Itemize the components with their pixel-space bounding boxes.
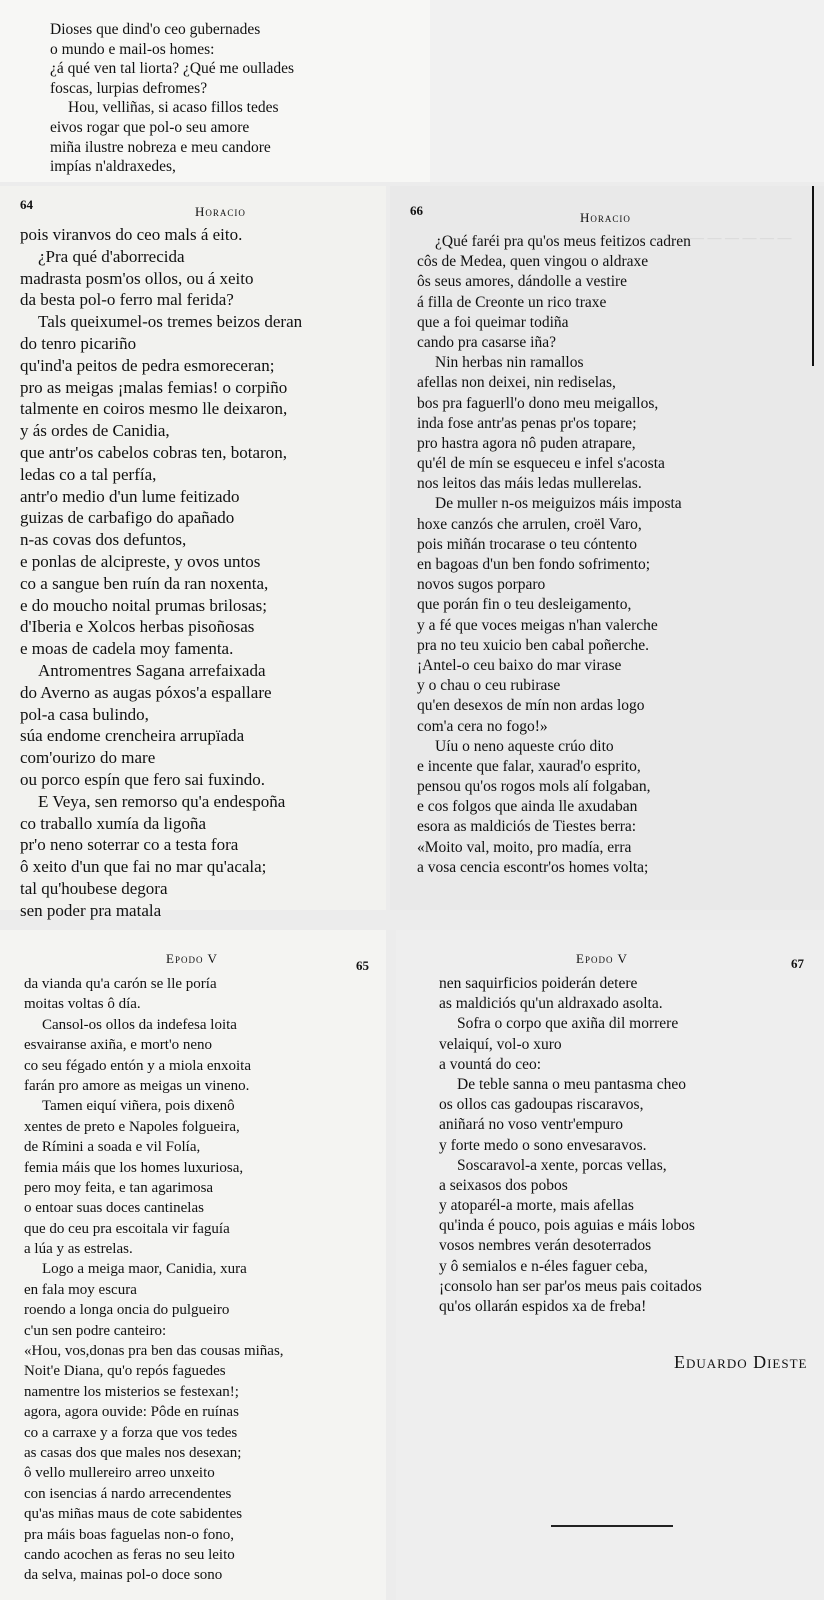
verse-line: qu'os ollarán espidos xa de freba! bbox=[439, 1298, 647, 1315]
verse-line: da besta pol-o ferro mal ferida? bbox=[20, 290, 234, 310]
verse-line: madrasta posm'os ollos, ou á xeito bbox=[20, 268, 254, 288]
verse-line: esvairanse axiña, e mort'o neno bbox=[24, 1037, 213, 1054]
verse-line: miña ilustre nobreza e meu candore bbox=[50, 138, 271, 156]
verse-line: com'ourizo do mare bbox=[20, 748, 156, 768]
verse-line: qu'ind'a peitos de pedra esmoreceran; bbox=[20, 355, 275, 375]
verse-line: Uíu o neno aqueste crúo dito bbox=[435, 737, 614, 755]
verse-line: ledas co a tal perfía, bbox=[20, 464, 157, 484]
verse-line: á filla de Creonte un rico traxe bbox=[417, 293, 607, 311]
verse-line: «Hou, vos,donas pra ben das cousas miñas, bbox=[24, 1343, 284, 1360]
verse-line: n-as covas dos defuntos, bbox=[20, 530, 187, 550]
verse-line: da vianda qu'a carón se lle poría bbox=[24, 976, 217, 992]
verse-line: y a fé que voces meigas n'han valerche bbox=[417, 616, 658, 634]
verse-line: o entoar suas doces cantinelas bbox=[24, 1200, 204, 1217]
running-head: Horacio bbox=[580, 210, 631, 225]
verse-line: De muller n-os meiguizos máis imposta bbox=[435, 495, 682, 513]
binding-edge bbox=[812, 186, 814, 366]
verse-line: cando acochen as feras no seu leito bbox=[24, 1546, 235, 1563]
verse-line: qu'inda é pouco, pois aguias e máis lobos bbox=[439, 1217, 695, 1235]
verse-line: afellas non deixei, nin rediselas, bbox=[417, 374, 616, 392]
verse-line: impías n'aldraxedes, bbox=[50, 158, 176, 176]
verse-line: que do ceu pra escoitala vir faguía bbox=[24, 1220, 230, 1237]
verse-line: tal qu'houbese degora bbox=[20, 878, 168, 898]
verse-line: bos pra faguerll'o dono meu meigallos, bbox=[417, 394, 659, 412]
page-number: 66 bbox=[410, 203, 423, 218]
verse-line: e incente que falar, xaurad'o esprito, bbox=[417, 757, 641, 775]
verse-line: ô vello mullereiro arreo unxeito bbox=[24, 1465, 215, 1482]
scan-top-fragment bbox=[0, 0, 430, 182]
verse-line: Logo a meiga maor, Canidia, xura bbox=[42, 1261, 247, 1278]
top-fragment-lines bbox=[50, 20, 430, 177]
verse-line: do Averno as augas póxos'a espallare bbox=[20, 682, 272, 702]
author-signature: Eduardo Dieste bbox=[674, 1352, 808, 1372]
verse-line: moitas voltas ô día. bbox=[24, 996, 141, 1013]
verse-line: esora as maldiciós de Tiestes berra: bbox=[417, 818, 637, 836]
page-67-lines bbox=[439, 974, 824, 1317]
verse-line: De teble sanna o meu pantasma cheo bbox=[457, 1075, 686, 1093]
running-head: Epodo V bbox=[166, 951, 218, 966]
verse-line: a lúa y as estrelas. bbox=[24, 1241, 133, 1258]
verse-line: o mundo e mail-os homes: bbox=[50, 40, 215, 58]
verse-line: co a sangue ben ruín da ran noxenta, bbox=[20, 573, 269, 593]
verse-line: de Rímini a soada e vil Folía, bbox=[24, 1139, 201, 1156]
verse-line: e ponlas de alcipreste, y ovos untos bbox=[20, 551, 261, 571]
verse-line: pol-a casa bulindo, bbox=[20, 704, 149, 724]
verse-line: a seixasos dos pobos bbox=[439, 1176, 568, 1194]
verse-line: os ollos cas gadoupas riscaravos, bbox=[439, 1096, 644, 1114]
verse-line: súa endome crencheira arrupïada bbox=[20, 726, 245, 746]
verse-line: pro hastra agora nô puden atrapare, bbox=[417, 434, 636, 452]
verse-line: hoxe canzós che arrulen, croël Varo, bbox=[417, 515, 642, 533]
verse-line: roendo a longa oncia do pulgueiro bbox=[24, 1302, 230, 1319]
verse-line: e cos folgos que ainda lle axudaban bbox=[417, 798, 638, 816]
scan-page-64 bbox=[0, 186, 386, 920]
verse-line: «Moito val, moito, pro madía, erra bbox=[417, 838, 632, 856]
verse-line: xentes de preto e Napoles folgueira, bbox=[24, 1118, 240, 1135]
verse-line: co a carraxe y a forza que vos tedes bbox=[24, 1424, 238, 1441]
verse-line: qu'as miñas maus de cote sabidentes bbox=[24, 1506, 243, 1523]
verse-line: que porán fin o teu desleigamento, bbox=[417, 596, 632, 614]
verse-line: pensou qu'os rogos mols alí folgaban, bbox=[417, 778, 651, 796]
running-head: Epodo V bbox=[576, 951, 628, 966]
verse-line: ¡consolo han ser par'os meus pais coitados bbox=[439, 1277, 702, 1295]
verse-line: d'Iberia e Xolcos herbas pisoñosas bbox=[20, 617, 255, 637]
verse-line: Antromentres Sagana arrefaixada bbox=[38, 660, 266, 680]
verse-line: E Veya, sen remorso qu'a endespoña bbox=[38, 791, 286, 811]
verse-line: pra máis boas faguelas non-o fono, bbox=[24, 1526, 234, 1543]
verse-line: y ô semialos e n-éles faguer ceba, bbox=[439, 1257, 648, 1275]
verse-line: co traballo xumía da ligoña bbox=[20, 813, 206, 833]
verse-line: a vosa cencia escontr'os homes volta; bbox=[417, 858, 649, 876]
verse-line: y o chau o ceu rubirase bbox=[417, 677, 561, 695]
verse-line: ou porco espín que fero sai fuxindo. bbox=[20, 769, 266, 789]
page-number: 64 bbox=[20, 197, 33, 212]
verse-line: y forte medo o sono envesaravos. bbox=[439, 1136, 647, 1154]
verse-line: novos sugos porparo bbox=[417, 576, 546, 594]
verse-line: qu'él de mín se esqueceu e infel s'acosta bbox=[417, 455, 665, 473]
verse-line: com'a cera no fogo!» bbox=[417, 717, 548, 735]
verse-line: Hou, velliñas, si acaso fillos tedes bbox=[68, 99, 279, 117]
verse-line: y ás ordes de Canidia, bbox=[20, 421, 170, 441]
verse-line: as casas dos que males nos desexan; bbox=[24, 1444, 242, 1461]
verse-line: Nin herbas nin ramallos bbox=[435, 354, 584, 372]
verse-line: e do moucho noital prumas brilosas; bbox=[20, 595, 267, 615]
section-rule bbox=[551, 1525, 673, 1527]
page-64-lines bbox=[20, 224, 386, 922]
verse-line: Soscaravol-a xente, porcas vellas, bbox=[457, 1156, 667, 1174]
page-66-lines bbox=[417, 232, 824, 878]
verse-line: que antr'os cabelos cobras ten, botaron, bbox=[20, 442, 287, 462]
verse-line: pois miñán trocarase o teu cóntento bbox=[417, 535, 637, 553]
verse-line: côs de Medea, quen vingou o aldraxe bbox=[417, 253, 649, 271]
page-number: 67 bbox=[791, 956, 804, 971]
verse-line: Tamen eiquí viñera, pois dixenô bbox=[42, 1098, 235, 1115]
verse-line: velaiquí, vol-o xuro bbox=[439, 1035, 562, 1053]
verse-line: a vountá do ceo: bbox=[439, 1055, 542, 1073]
verse-line: ôs seus amores, dándolle a vestire bbox=[417, 273, 628, 291]
verse-line: Sofra o corpo que axiña dil morrere bbox=[457, 1015, 679, 1033]
scan-top-right-blank bbox=[430, 0, 824, 182]
verse-line: Dioses que dind'o ceo gubernades bbox=[50, 21, 261, 38]
verse-line: con isencias á nardo arrecendentes bbox=[24, 1485, 232, 1502]
verse-line: nen saquirficios poiderán detere bbox=[439, 975, 638, 992]
verse-line: ¿Qué faréi pra qu'os meus feitizos cadren bbox=[435, 233, 691, 250]
verse-line: pro as meigas ¡malas femias! o corpiño bbox=[20, 377, 288, 397]
verse-line: en fala moy escura bbox=[24, 1281, 137, 1298]
scan-page-67 bbox=[396, 930, 824, 1600]
verse-line: inda fose antr'as penas pr'os topare; bbox=[417, 414, 637, 432]
page-65-lines bbox=[24, 974, 386, 1586]
verse-line: as maldiciós qu'un aldraxado asolta. bbox=[439, 995, 663, 1013]
scan-page-66 bbox=[390, 186, 824, 910]
verse-line: c'un sen podre canteiro: bbox=[24, 1322, 167, 1339]
verse-line: foscas, lurpias defromes? bbox=[50, 79, 208, 97]
verse-line: qu'en desexos de mín non ardas logo bbox=[417, 697, 645, 715]
verse-line: e moas de cadela moy famenta. bbox=[20, 639, 234, 659]
verse-line: Cansol-os ollos da indefesa loita bbox=[42, 1016, 237, 1033]
verse-line: agora, agora ouvide: Pôde en ruínas bbox=[24, 1404, 239, 1421]
verse-line: y atoparél-a morte, mais afellas bbox=[439, 1197, 634, 1215]
verse-line: guizas de carbafigo do apañado bbox=[20, 508, 235, 528]
verse-line: pr'o neno soterrar co a testa fora bbox=[20, 835, 239, 855]
verse-line: aniñará no voso ventr'empuro bbox=[439, 1116, 624, 1134]
page-number: 65 bbox=[356, 958, 369, 973]
running-head: Horacio bbox=[195, 204, 246, 219]
verse-line: en bagoas d'un ben fondo sofrimento; bbox=[417, 556, 651, 573]
verse-line: eivos rogar que pol-o seu amore bbox=[50, 118, 250, 136]
verse-line: farán pro amore as meigas un vineno. bbox=[24, 1077, 250, 1094]
bleed-through-text: — — — — — — bbox=[690, 231, 792, 246]
verse-line: da selva, mainas pol-o doce sono bbox=[24, 1567, 223, 1584]
verse-line: ô xeito d'un que fai no mar qu'acala; bbox=[20, 857, 267, 877]
verse-line: nos leitos das máis ledas mullerelas. bbox=[417, 475, 642, 493]
verse-line: femia máis que los homes luxuriosa, bbox=[24, 1159, 244, 1176]
verse-line: vosos nembres verán desoterrados bbox=[439, 1237, 652, 1255]
verse-line: namentre los misterios se festexan!; bbox=[24, 1383, 239, 1400]
verse-line: pra no teu xuicio ben cabal poñerche. bbox=[417, 636, 649, 654]
verse-line: co seu fégado entón y a miola enxoita bbox=[24, 1057, 252, 1074]
scan-page-65 bbox=[0, 930, 386, 1600]
verse-line: ¿Pra qué d'aborrecida bbox=[38, 246, 185, 266]
verse-line: cando pra casarse iña? bbox=[417, 333, 556, 351]
verse-line: pois viranvos do ceo mals á eito. bbox=[20, 225, 243, 244]
verse-line: Noit'e Diana, qu'o repós faguedes bbox=[24, 1363, 226, 1380]
verse-line: ¿á qué ven tal liorta? ¿Qué me oullades bbox=[50, 60, 295, 78]
verse-line: sen poder pra matala bbox=[20, 900, 162, 920]
verse-line: que a foi queimar todiña bbox=[417, 313, 569, 331]
verse-line: do tenro picariño bbox=[20, 333, 137, 353]
verse-line: pero moy feita, e tan agarimosa bbox=[24, 1179, 214, 1196]
verse-line: ¡Antel-o ceu baixo do mar virase bbox=[417, 656, 622, 674]
verse-line: talmente en coiros mesmo lle deixaron, bbox=[20, 399, 288, 419]
verse-line: Tals queixumel-os tremes beizos deran bbox=[38, 312, 303, 332]
verse-line: antr'o medio d'un lume feitizado bbox=[20, 486, 240, 506]
